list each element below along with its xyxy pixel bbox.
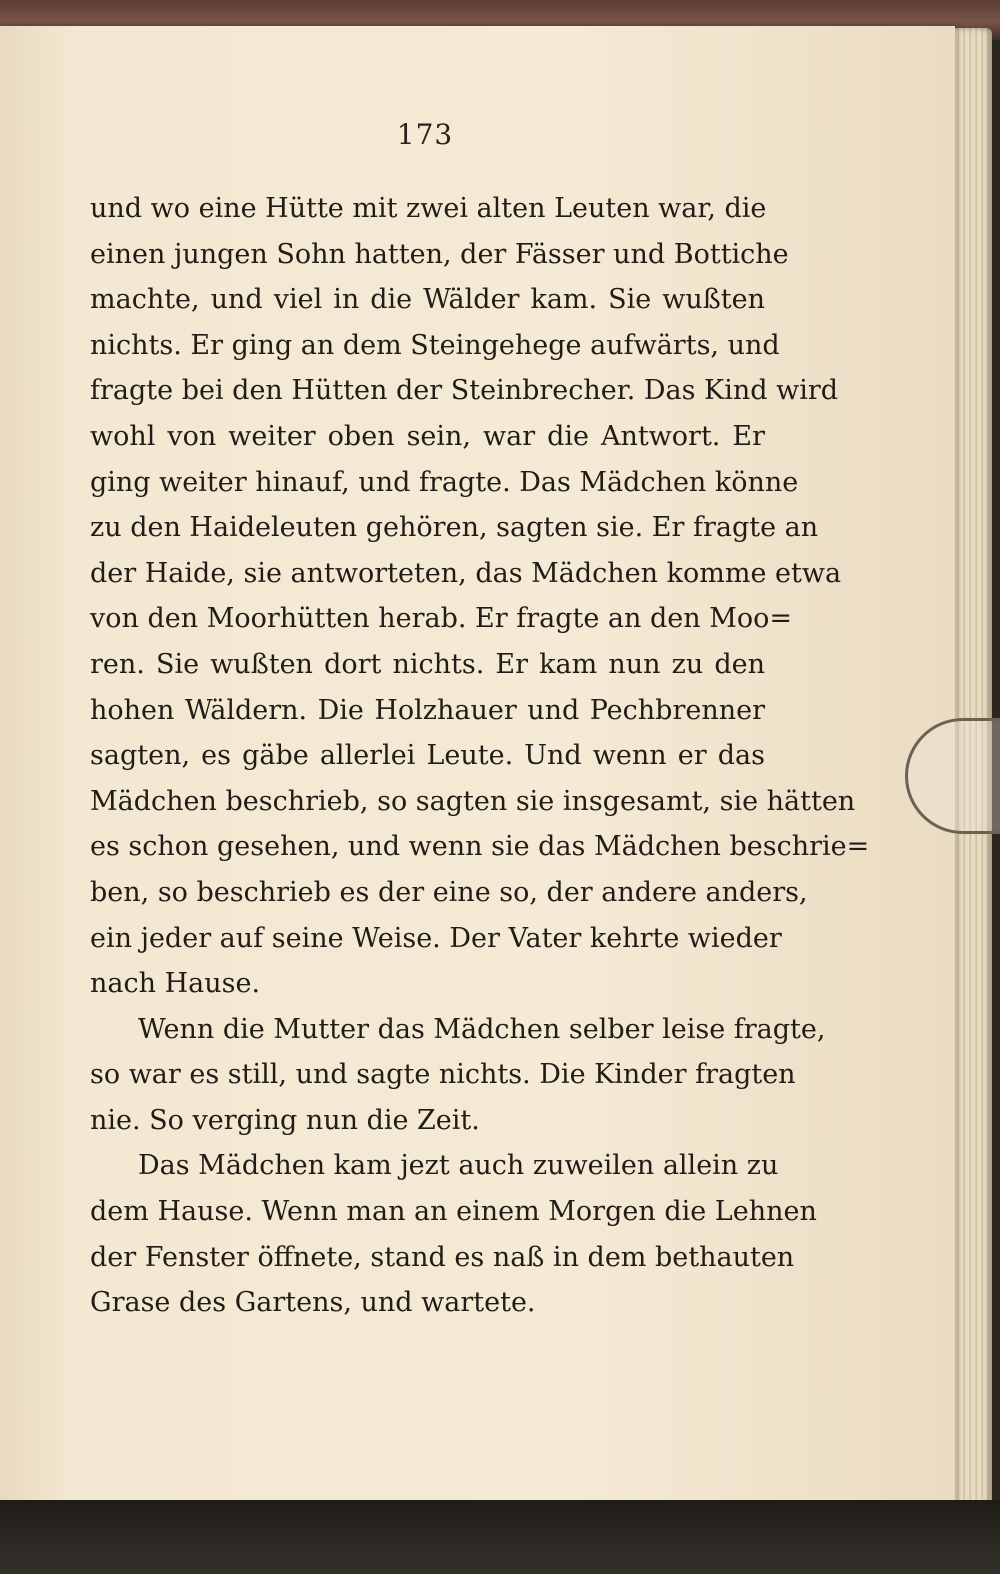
text-line: Wenn die Mutter das Mädchen selber leise fragte,: [138, 1013, 826, 1045]
book-cover-bottom: [0, 1500, 1000, 1574]
body-text: [90, 186, 870, 1326]
text-line: so war es still, und sagte nichts. Die Kinder fragten: [90, 1059, 796, 1091]
text-line: Grase des Gartens, und wartete.: [90, 1287, 536, 1319]
text-line: nichts. Er ging an dem Steingehege aufwärts, und: [90, 329, 780, 361]
text-line: ein jeder auf seine Weise. Der Vater kehrte wieder: [90, 922, 782, 954]
text-line: machte, und viel in die Wälder kam. Sie wußten: [90, 284, 765, 316]
text-line: und wo eine Hütte mit zwei alten Leuten war, die: [90, 193, 767, 224]
text-line: nie. So verging nun die Zeit.: [90, 1104, 480, 1136]
text-line: hohen Wäldern. Die Holzhauer und Pechbrenner: [90, 694, 765, 726]
text-line: der Haide, sie antworteten, das Mädchen komme etwa: [90, 557, 842, 589]
text-line: fragte bei den Hütten der Steinbrecher. Das Kind wird: [90, 375, 839, 407]
text-line: ren. Sie wußten dort nichts. Er kam nun zu den: [90, 648, 765, 680]
text-line: ben, so beschrieb es der eine so, der andere anders,: [90, 876, 808, 908]
text-line: dem Hause. Wenn man an einem Morgen die Lehnen: [90, 1196, 817, 1228]
book-page: [0, 26, 955, 1516]
text-line: zu den Haideleuten gehören, sagten sie. Er fragte an: [90, 512, 819, 544]
text-line: Mädchen beschrieb, so sagten sie insgesamt, sie hätten: [90, 785, 856, 817]
text-line: sagten, es gäbe allerlei Leute. Und wenn er das: [90, 740, 765, 772]
text-line: von den Moorhütten herab. Er fragte an den Moo=: [90, 603, 792, 635]
text-line: der Fenster öffnete, stand es naß in dem bethauten: [90, 1241, 795, 1273]
text-line: nach Hause.: [90, 968, 261, 1000]
text-line: einen jungen Sohn hatten, der Fässer und Bottiche: [90, 238, 789, 270]
text-line: wohl von weiter oben sein, war die Antwort. Er: [90, 420, 765, 452]
text-line: Das Mädchen kam jezt auch zuweilen allein zu: [138, 1150, 779, 1182]
text-line: ging weiter hinauf, und fragte. Das Mädchen könne: [90, 466, 799, 498]
text-line: es schon gesehen, und wenn sie das Mädchen beschrie=: [90, 831, 870, 863]
page-number: 173: [396, 118, 454, 151]
